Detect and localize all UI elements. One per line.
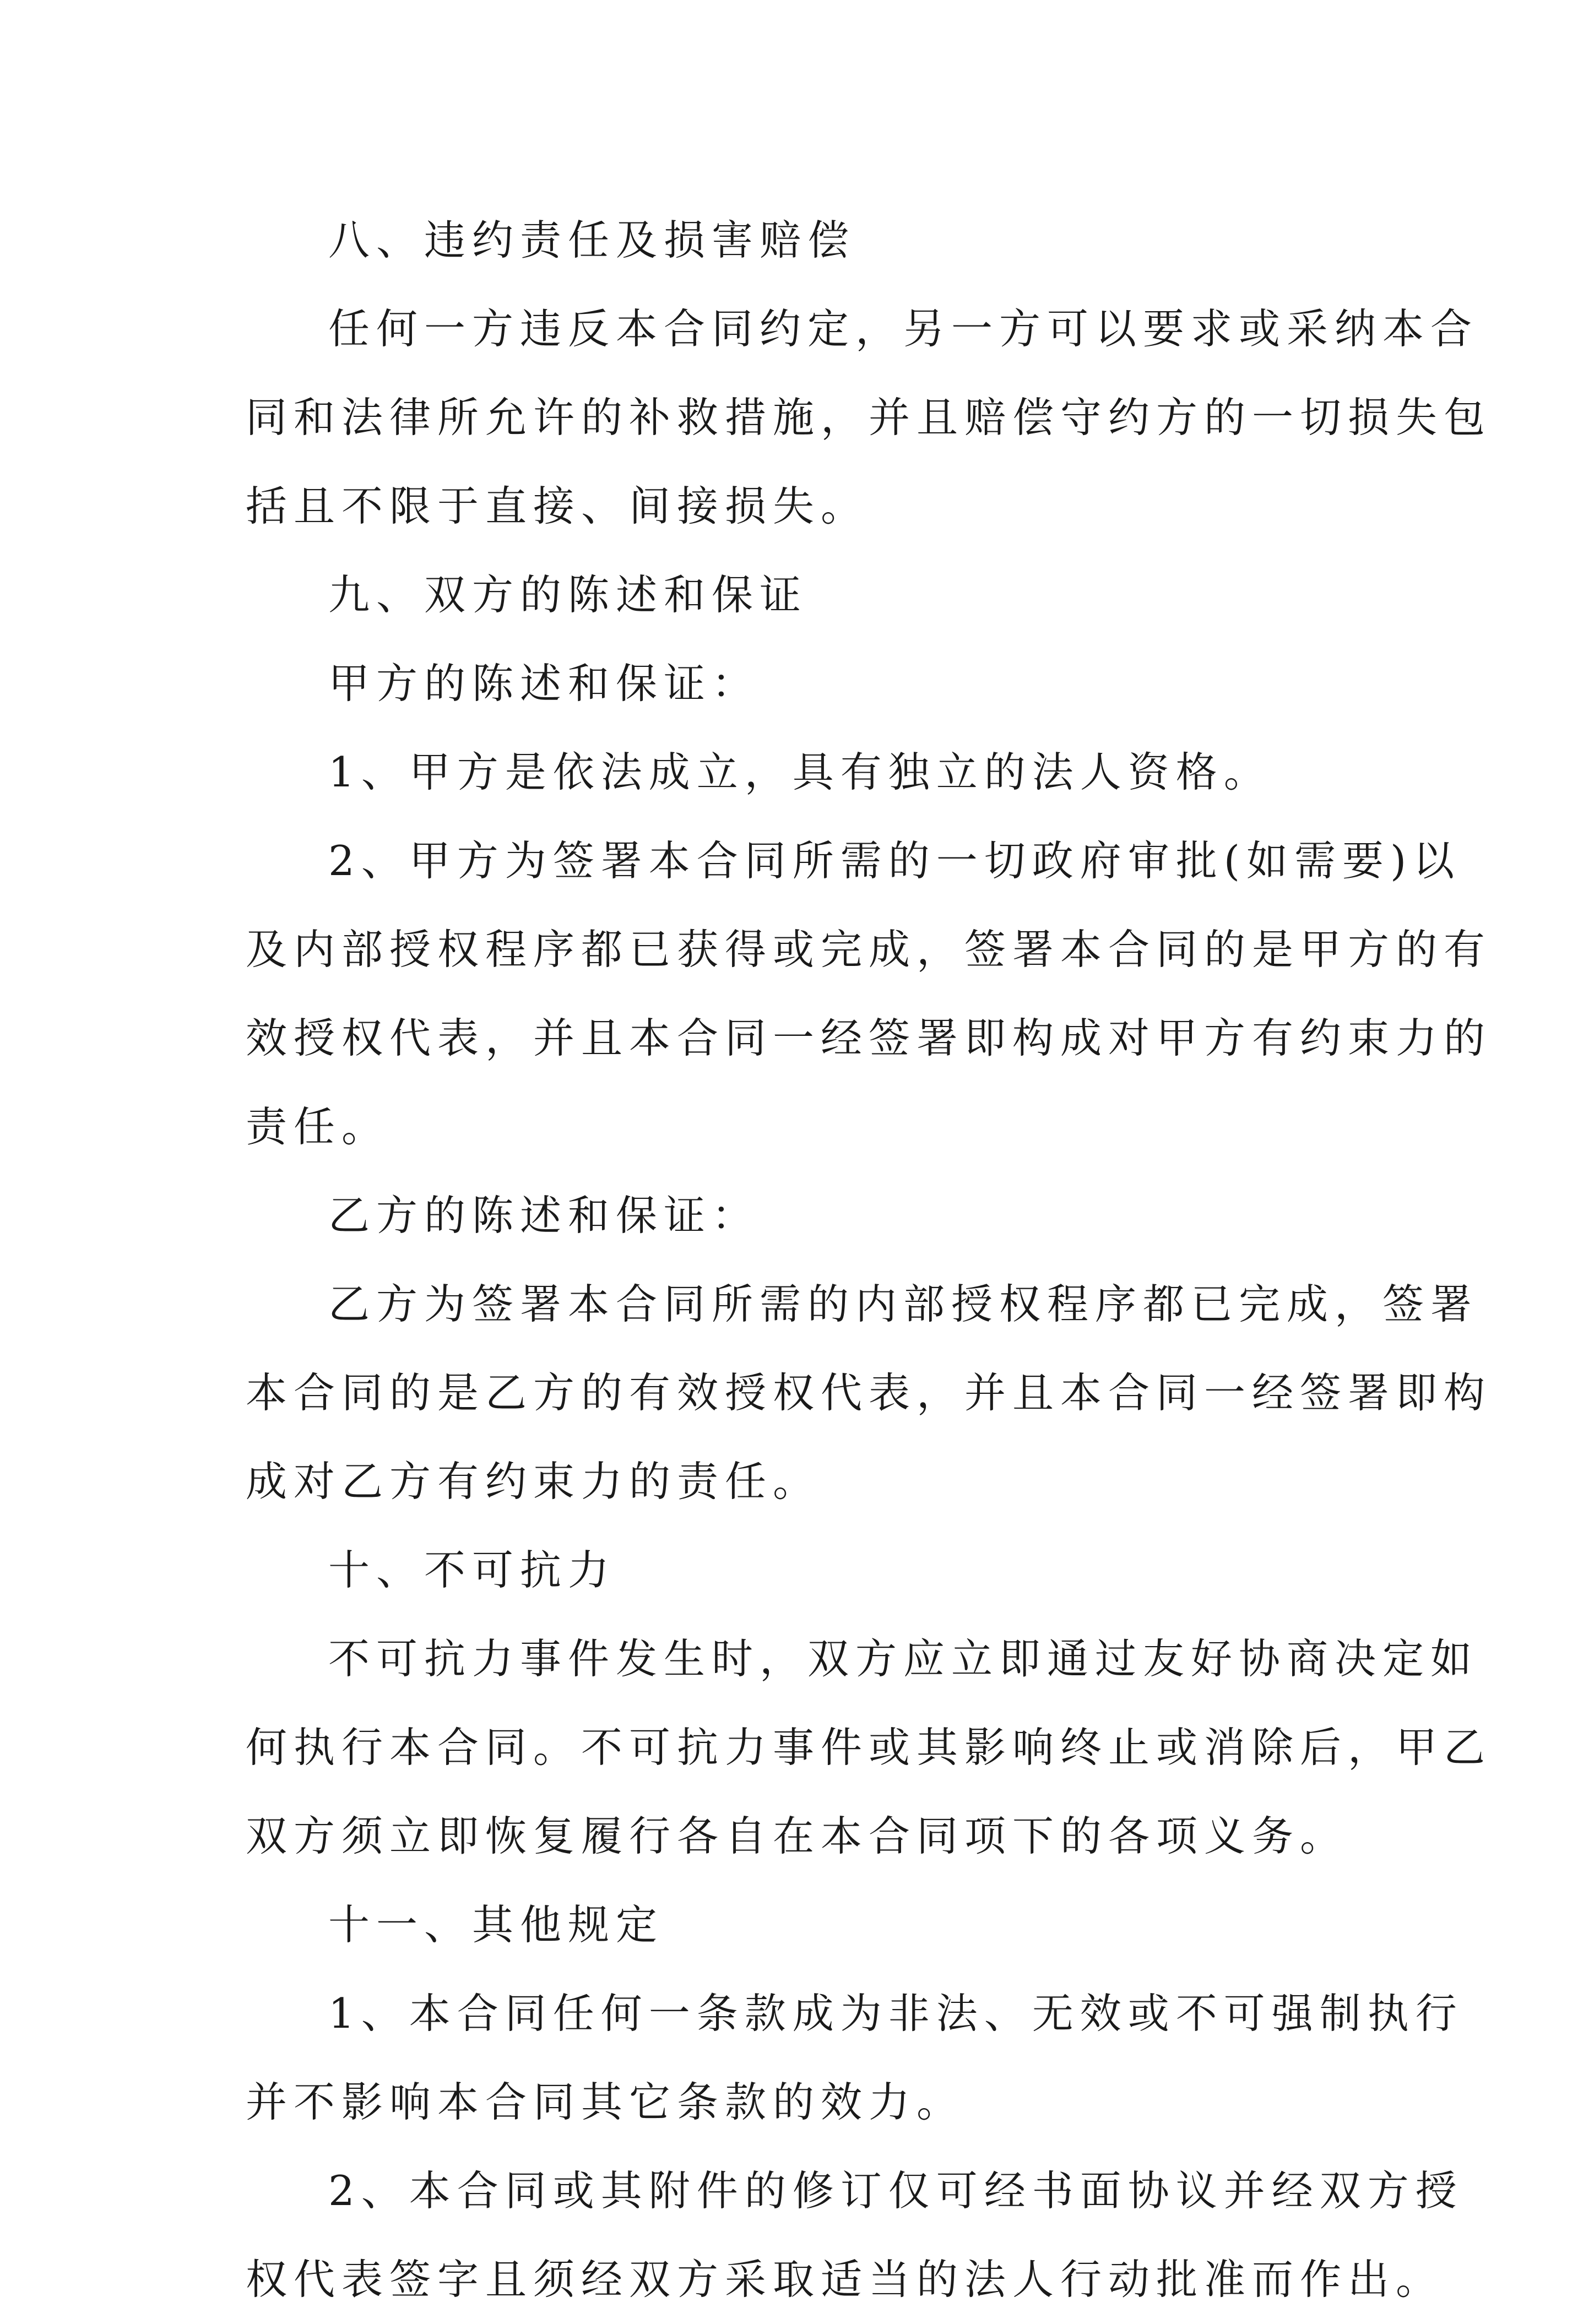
subheading: 甲方的陈述和保证： — [328, 659, 760, 708]
document-body — [246, 196, 1492, 2324]
paragraph-line: 成对乙方有约束力的责任。 — [246, 1457, 821, 1506]
paragraph-line: 及内部授权程序都已获得或完成，签署本合同的是甲方的有 — [246, 925, 1492, 974]
paragraph-line: 效授权代表，并且本合同一经签署即构成对甲方有约束力的 — [246, 1014, 1492, 1062]
paragraph-line: 2、甲方为签署本合同所需的一切政府审批(如需要)以 — [328, 837, 1461, 885]
paragraph-line: 1、甲方是依法成立，具有独立的法人资格。 — [328, 748, 1272, 796]
paragraph-line: 权代表签字且须经双方采取适当的法人行动批准而作出。 — [246, 2255, 1444, 2304]
section-heading: 十、不可抗力 — [328, 1546, 616, 1594]
paragraph-line: 双方须立即恢复履行各自在本合同项下的各项义务。 — [246, 1812, 1348, 1860]
paragraph-line: 1、本合同任何一条款成为非法、无效或不可强制执行 — [328, 1989, 1463, 2038]
paragraph-line: 责任。 — [246, 1103, 390, 1151]
paragraph-line: 并不影响本合同其它条款的效力。 — [246, 2078, 965, 2126]
section-heading: 九、双方的陈述和保证 — [328, 571, 808, 619]
subheading: 乙方的陈述和保证： — [328, 1191, 760, 1240]
paragraph-line: 不可抗力事件发生时，双方应立即通过友好协商决定如 — [328, 1635, 1479, 1683]
paragraph-line: 任何一方违反本合同约定，另一方可以要求或采纳本合 — [328, 305, 1479, 353]
paragraph-line: 2、本合同或其附件的修订仅可经书面协议并经双方授 — [328, 2166, 1463, 2215]
paragraph-line: 同和法律所允许的补救措施，并且赔偿守约方的一切损失包 — [246, 393, 1492, 442]
paragraph-line: 括且不限于直接、间接损失。 — [246, 482, 869, 530]
paragraph-line: 乙方为签署本合同所需的内部授权程序都已完成，签署 — [328, 1280, 1479, 1328]
paragraph-line: 本合同的是乙方的有效授权代表，并且本合同一经签署即构 — [246, 1369, 1492, 1417]
section-heading: 八、违约责任及损害赔偿 — [328, 216, 856, 264]
section-heading: 十一、其他规定 — [328, 1901, 664, 1949]
paragraph-line: 何执行本合同。不可抗力事件或其影响终止或消除后，甲乙 — [246, 1723, 1492, 1772]
